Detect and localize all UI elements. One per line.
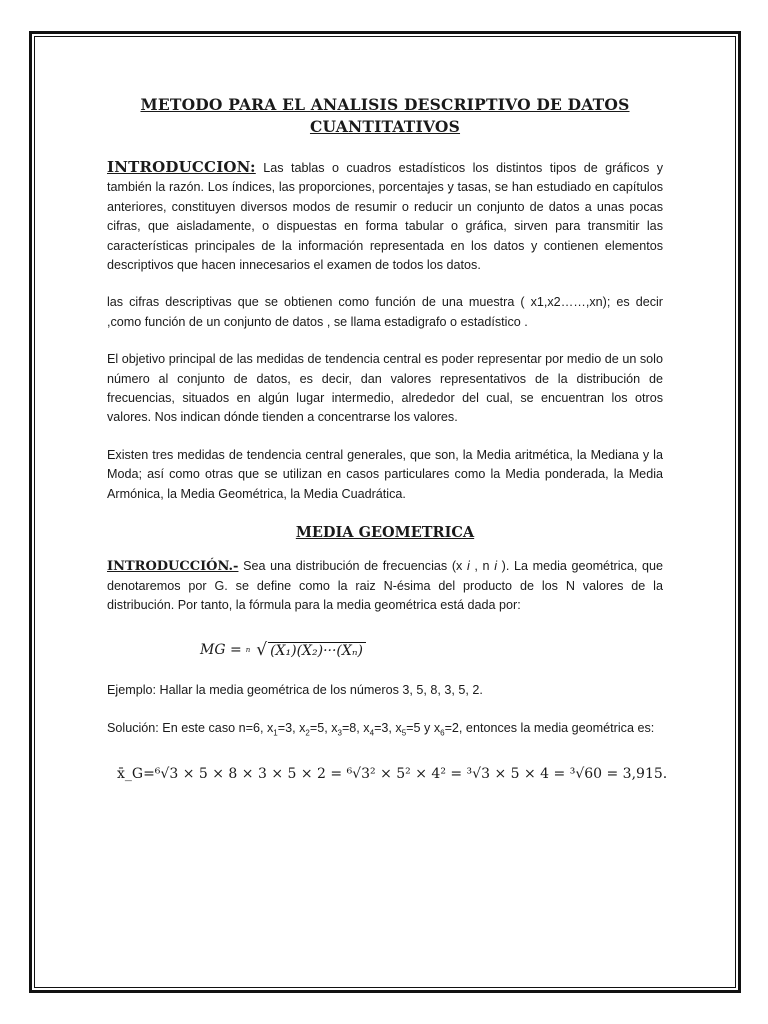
sub-2: 2 [305,728,310,738]
document-page [107,94,668,785]
solution-v4: =3, x [374,720,402,735]
sub-5: 5 [401,728,407,738]
root-icon: √ [256,640,268,661]
solution-lead: Solución: En este caso n=6, x [107,720,274,735]
geo-intro-text-a: Sea una distribución de frecuencias (x [238,559,467,574]
example-result-formula: x̄_G=⁶√3 × 5 × 8 × 3 × 5 × 2 = ⁶√3² × 5² × 4² = ³√3 × 5 × 4 = ³√60 = 3,915. [117,765,668,782]
intro-text: Las tablas o cuadros estadísticos los distintos tipos de gráficos y también la razón. Los índices, las proporciones, porcentajes y tasas, se han estudiado en capítulos anteriores, constituyen diversos modos de resumir o reducir un conjunto de datos a unas pocas cifras, que aisladamente, o dispuestas en forma tabular o gráfica, sirven para transmitir las características principales de la información representada en los datos y contienen elementos descriptivos que hacen innecesarios el examen de todos los datos. [107,161,664,273]
intro-paragraph [107,158,663,275]
geo-intro-i2: i [494,559,497,574]
example-statement: Ejemplo: Hallar la media geométrica de los números 3, 5, 8, 3, 5, 2. [107,683,483,698]
solution-v3: =8, x [341,720,370,735]
sub-6: 6 [440,728,445,738]
formula-radicand: (X₁)(X₂)···(Xₙ) [268,642,366,659]
geo-intro-i1: i [466,559,470,574]
geo-intro-text-c: ). La media geométrica, que denotaremos por G. se define como la raiz N-ésima del producto de los N valores de la distribución. Por tanto, la fórmula para la media geométrica está dada por: [107,559,664,612]
formula-lhs: MG = [200,642,242,659]
geo-intro-heading: INTRODUCCIÓN.- [107,559,239,575]
intro-heading: INTRODUCCION: [107,158,256,176]
paragraph-medidas: Existen tres medidas de tendencia central generales, que son, la Media aritmética, la Mediana y la Moda; así como otras que se utilizan en casos particulares como la Media ponderada, la Media Armónica, la Media Geométrica, la Media Cuadrática. [107,447,663,501]
solution-paragraph [107,719,663,743]
formula-root-index: n [245,646,251,655]
solution-v6: =2, entonces la media geométrica es: [444,720,655,735]
sub-4: 4 [369,728,375,738]
section-title-media-geometrica: MEDIA GEOMETRICA [295,524,475,542]
solution-v2: =5, x [309,720,338,735]
title-line-1: METODO PARA EL ANALISIS DESCRIPTIVO DE DATOS [140,95,630,114]
geo-intro-text-b: , n [469,559,495,574]
document-title [107,94,663,138]
geo-intro-paragraph [107,557,663,615]
paragraph-tendencia-central: El objetivo principal de las medidas de tendencia central es poder representar por medio de un solo número al conjunto de datos, es decir, dan valores representativos de la distribución de frecuencias, situados en algún lugar intermedio, alrededor del cual, se encuentran los otros valores. Nos indican dónde tienden a concentrarse los valores. [107,352,663,425]
solution-v1: =3, x [277,720,306,735]
sub-3: 3 [337,728,342,738]
solution-v5: =5 y x [406,720,441,735]
geometric-mean-formula [200,633,663,667]
sub-1: 1 [273,728,278,738]
title-line-2: CUANTITATIVOS [309,117,461,136]
paragraph-estadigrafo: las cifras descriptivas que se obtienen como función de una muestra ( x1,x2……,xn); es decir ,como función de un conjunto de datos , se llama estadigrafo o estadístico . [107,295,663,329]
